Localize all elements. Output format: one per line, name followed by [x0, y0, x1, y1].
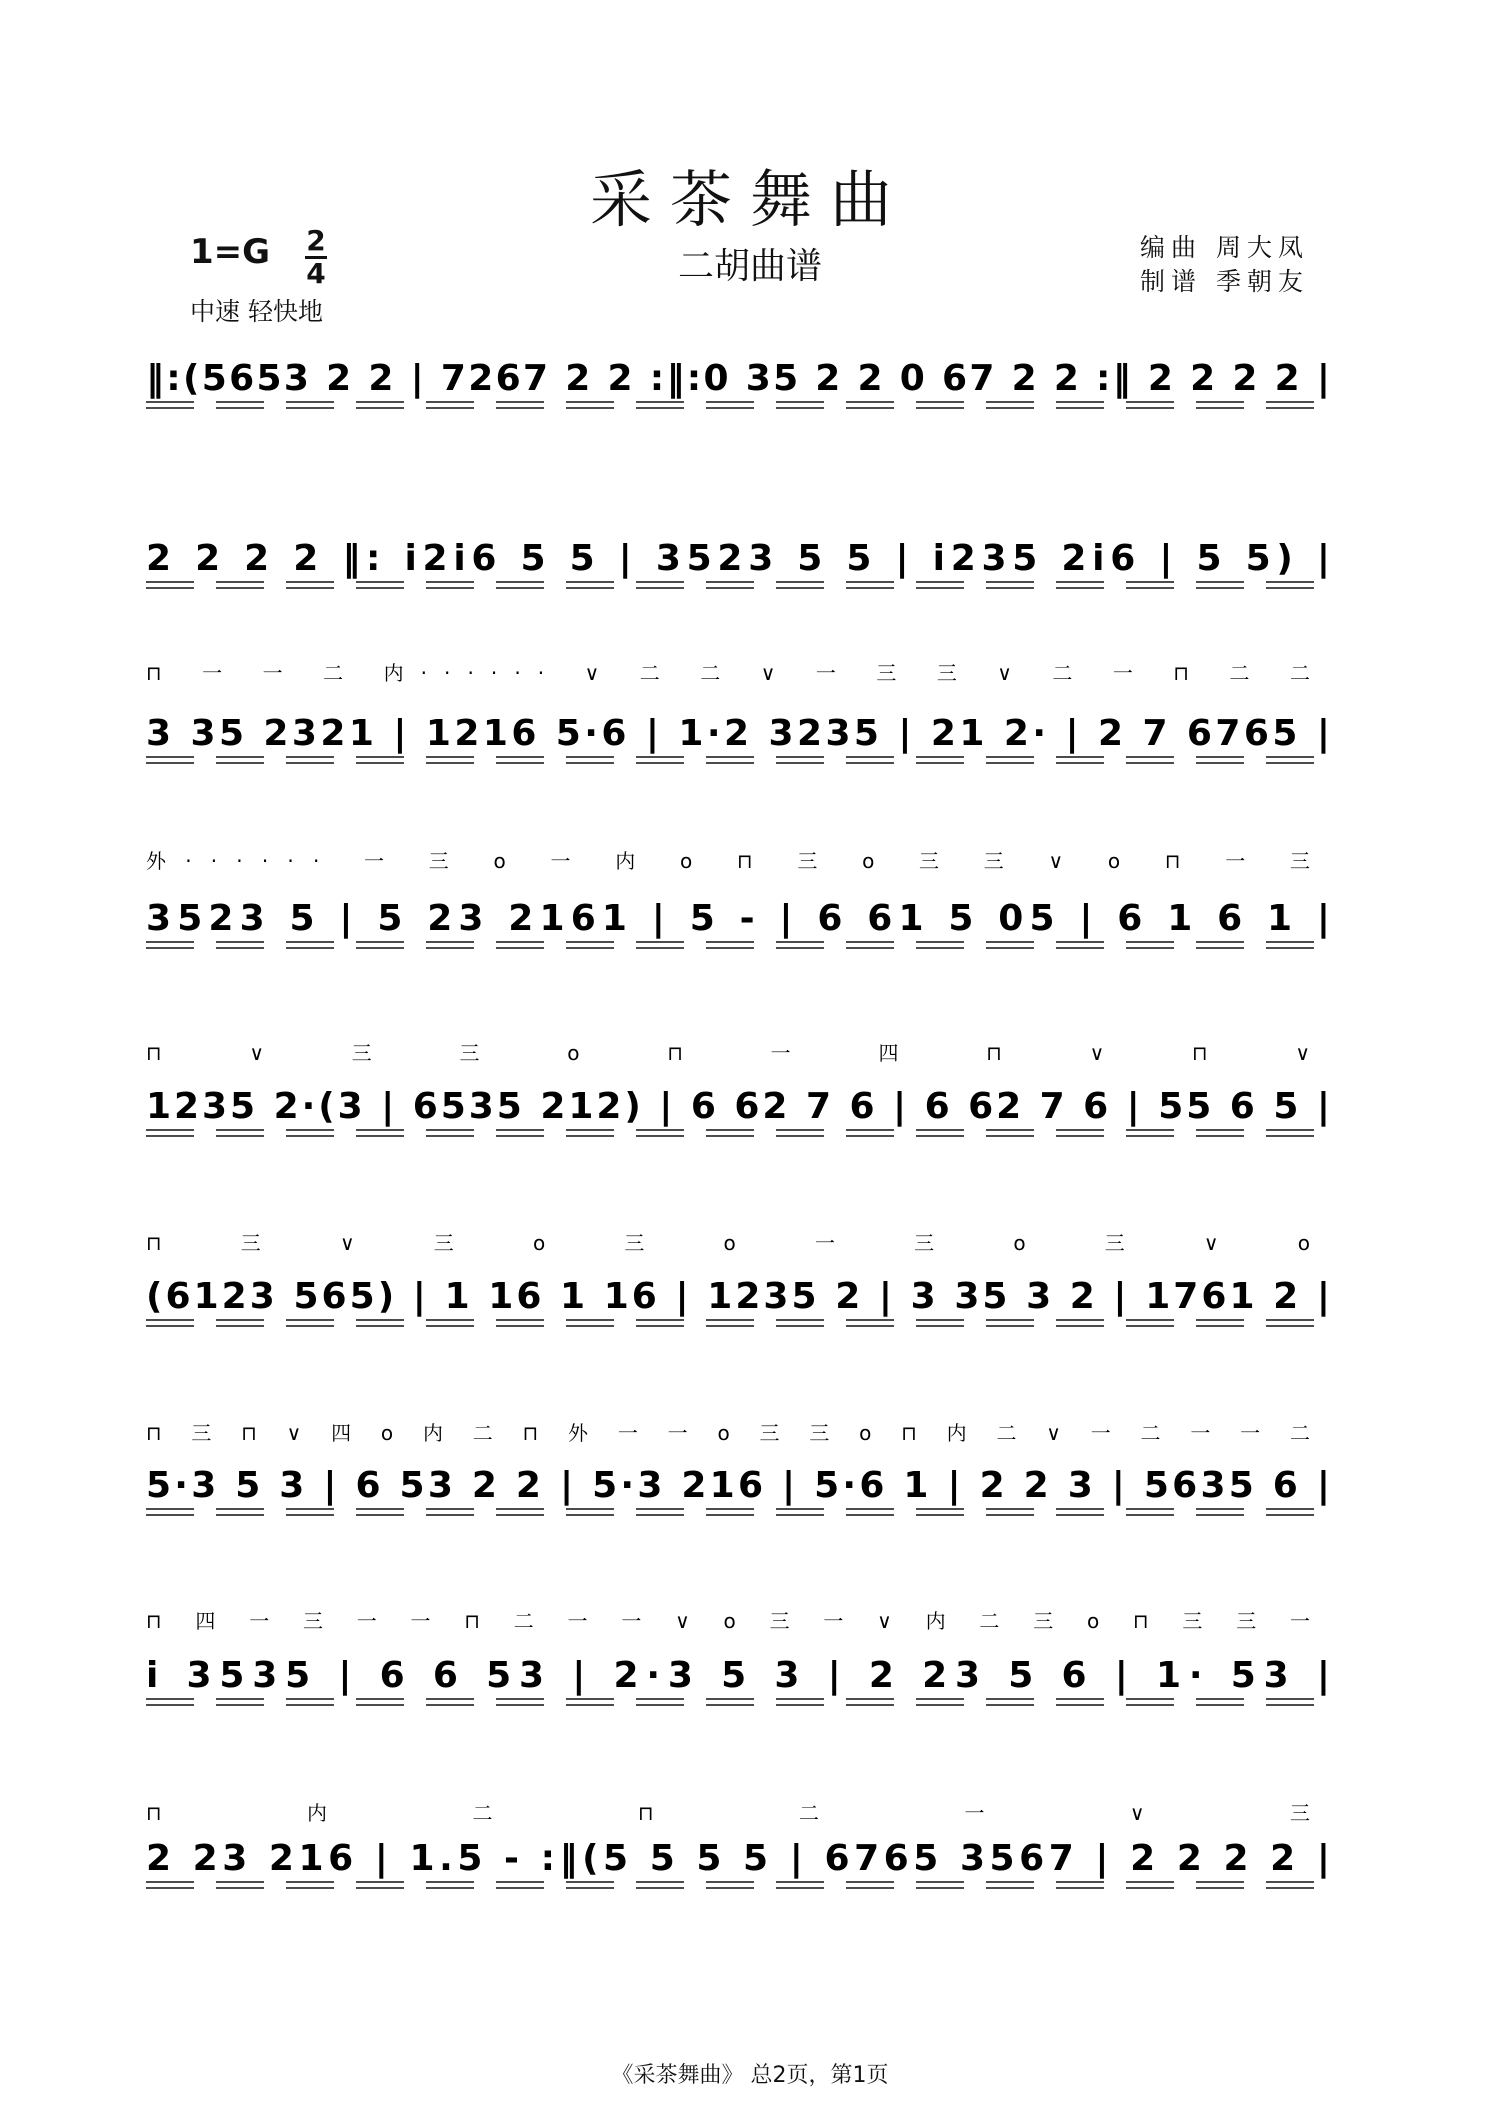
- system-5: [146, 1041, 1330, 1136]
- time-numerator: 2: [306, 224, 326, 257]
- notation-line: 2 23 216 | 1.5 - :‖(5 5 5 5 | 6765 3567 | 2 2 2 2 |: [146, 1838, 1330, 1879]
- system-8: [146, 1609, 1330, 1705]
- notation-line: ‖:(5653 2 2 | 7267 2 2 :‖:0 35 2 2 0 67 2 2 :‖ 2 2 2 2 |: [146, 358, 1330, 399]
- notation-line: 3 35 2321 | 1216 5·6 | 1·2 3235 | 21 2· | 2 7 6765 |: [146, 713, 1330, 754]
- page-title: 采茶舞曲: [589, 163, 910, 236]
- technique-marks: ⊓ 一 一 二 内······ ∨ 二 二 ∨ 一 三 三 ∨ 二 一 ⊓ 二 二: [146, 661, 1310, 685]
- notation-line: i 3535 | 6 6 53 | 2·3 5 3 | 2 23 5 6 | 1· 53 |: [146, 1655, 1330, 1696]
- notation-line: 3523 5 | 5 23 2161 | 5 - | 6 61 5 05 | 6 1 6 1 |: [146, 898, 1330, 939]
- time-denominator: 4: [306, 257, 326, 290]
- notation-line: (6123 565) | 1 16 1 16 | 1235 2 | 3 35 3 2 | 1761 2 |: [146, 1276, 1330, 1317]
- transcriber-credit: 制谱 季朝友: [1140, 267, 1309, 296]
- key-signature: 1=G: [190, 232, 271, 272]
- system-3: [146, 661, 1330, 763]
- notation-line: 5·3 5 3 | 6 53 2 2 | 5·3 216 | 5·6 1 | 2 2 3 | 5635 6 |: [146, 1465, 1330, 1506]
- technique-marks: ⊓ 内 二 ⊓ 二 一 ∨ 三: [146, 1801, 1310, 1825]
- system-6: [146, 1231, 1330, 1326]
- technique-marks: ⊓ 四 一 三 一 一 ⊓ 二 一 一 ∨ o 三 一 ∨ 内 二 三 o ⊓ 三 三 一: [146, 1609, 1310, 1633]
- technique-marks: ⊓ ∨ 三 三 o ⊓ 一 四 ⊓ ∨ ⊓ ∨: [146, 1041, 1311, 1065]
- technique-marks: ⊓ 三 ⊓ ∨ 四 o 内 二 ⊓ 外 一 一 o 三 三 o ⊓ 内 二 ∨ 一 二 一 一 二: [146, 1421, 1310, 1445]
- notation-line: 1235 2·(3 | 6535 212) | 6 62 7 6 | 6 62 7 6 | 55 6 5 |: [146, 1086, 1330, 1127]
- technique-marks: 外······ 一 三 o 一 内 o ⊓ 三 o 三 三 ∨ o ⊓ 一 三: [146, 849, 1310, 873]
- technique-marks: ⊓ 三 ∨ 三 o 三 o 一 三 o 三 ∨ o: [146, 1231, 1310, 1255]
- system-2: [146, 538, 1330, 588]
- system-7: [146, 1421, 1330, 1515]
- notation-line: 2 2 2 2 ‖: i2i6 5 5 | 3523 5 5 | i235 2i6 | 5 5) |: [146, 538, 1330, 579]
- tempo-marking: 中速 轻快地: [190, 297, 323, 326]
- system-4: [146, 849, 1330, 948]
- composer-credit: 编曲 周大凤: [1140, 233, 1309, 262]
- system-1: [146, 358, 1330, 408]
- system-9: [146, 1801, 1330, 1888]
- page-footer: 《采茶舞曲》 总2页，第1页: [611, 2063, 889, 2088]
- page-subtitle: 二胡曲谱: [677, 246, 822, 287]
